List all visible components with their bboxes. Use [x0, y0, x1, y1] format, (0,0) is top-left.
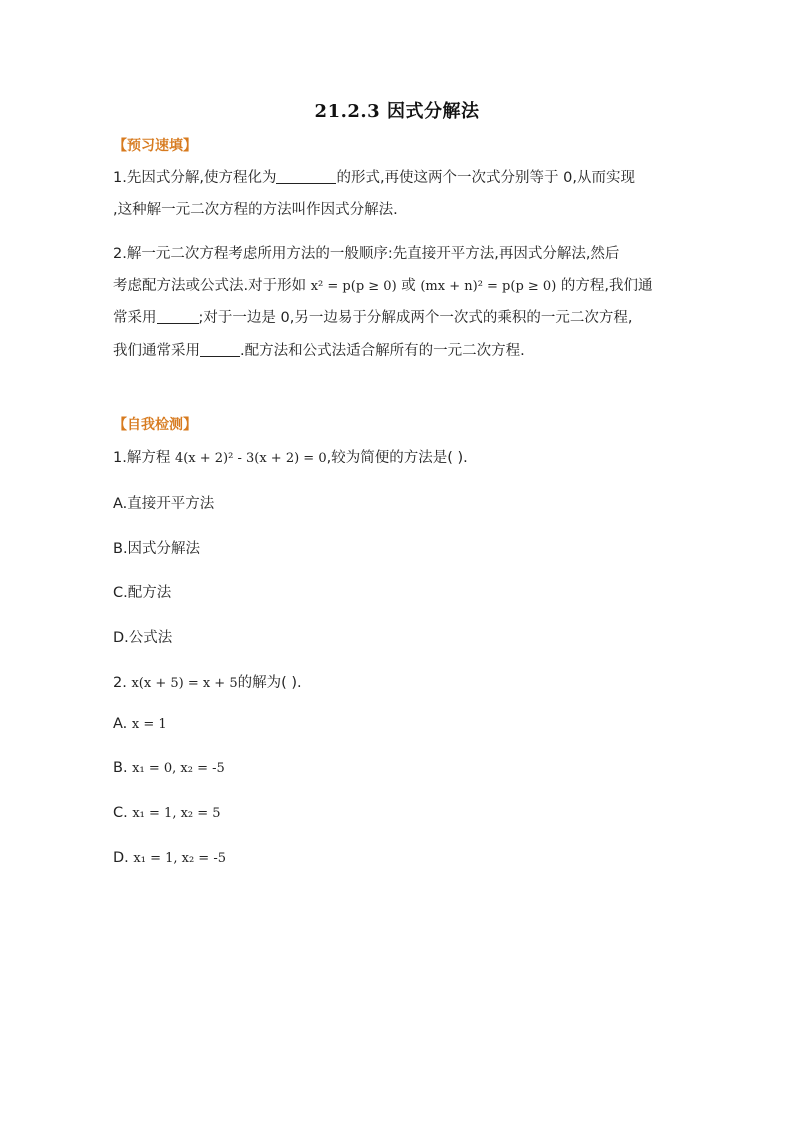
preview-q2-text-e: ;对于一边是 0,另一边易于分解成两个一次式的乘积的一元二次方程,	[198, 310, 633, 326]
preview-q1-text-b: 的形式,再使这两个一次式分别等于 0,从而实现	[336, 170, 636, 186]
math-expression: x(x + 5) = x + 5	[131, 676, 238, 691]
section-heading-selfcheck: 【自我检测】	[113, 417, 197, 433]
option-label: C.	[113, 805, 128, 821]
preview-q2-line2	[113, 274, 653, 295]
math-expression: x² = p(p ≥ 0)	[310, 279, 397, 294]
preview-q1-line1	[113, 166, 635, 187]
preview-q2-text-f: 我们通常采用	[113, 343, 200, 359]
preview-q2-line1: 2.解一元二次方程考虑所用方法的一般顺序:先直接开平方法,再因式分解法,然后	[113, 246, 620, 262]
math-expression: (mx + n)² = p(p ≥ 0)	[420, 279, 557, 294]
option-math: x₁ = 1, x₂ = 5	[132, 806, 221, 821]
selfcheck-q1-option-c[interactable]: C.配方法	[113, 585, 172, 601]
preview-q1-line2: ,这种解一元二次方程的方法叫作因式分解法.	[113, 202, 398, 218]
selfcheck-q1-text-a: 1.解方程	[113, 450, 171, 466]
preview-q2-text-c: 的方程,我们通	[560, 278, 653, 294]
preview-q2-line4	[113, 339, 525, 360]
fill-blank[interactable]	[276, 169, 336, 184]
fill-blank[interactable]	[157, 309, 199, 324]
selfcheck-q1-option-a[interactable]: A.直接开平方法	[113, 496, 215, 512]
option-label: A.	[113, 716, 128, 732]
option-math: x = 1	[131, 717, 167, 732]
selfcheck-q2-option-b[interactable]	[113, 760, 225, 776]
preview-q2-text-g: .配方法和公式法适合解所有的一元二次方程.	[240, 343, 525, 359]
selfcheck-q2-option-c[interactable]	[113, 805, 221, 821]
preview-q2-text-d: 常采用	[113, 310, 157, 326]
selfcheck-q2-text-b: 的解为( ).	[237, 675, 302, 691]
math-expression: 4(x + 2)² - 3(x + 2) = 0	[174, 451, 327, 466]
selfcheck-q1	[113, 446, 468, 467]
selfcheck-q2	[113, 671, 302, 692]
preview-q1-text-a: 1.先因式分解,使方程化为	[113, 170, 277, 186]
preview-q2-line3	[113, 306, 632, 327]
page-title: 21.2.3 因式分解法	[314, 101, 480, 122]
preview-q2-text-b: 或	[401, 278, 416, 294]
option-label: B.	[113, 760, 128, 776]
option-label: D.	[113, 850, 129, 866]
section-heading-preview: 【预习速填】	[113, 138, 197, 154]
option-math: x₁ = 0, x₂ = -5	[132, 761, 225, 776]
selfcheck-q2-option-a[interactable]	[113, 716, 167, 732]
selfcheck-q1-text-b: ,较为简便的方法是( ).	[326, 450, 468, 466]
fill-blank[interactable]	[200, 342, 240, 357]
selfcheck-q2-option-d[interactable]	[113, 850, 226, 866]
selfcheck-q1-option-b[interactable]: B.因式分解法	[113, 541, 201, 557]
selfcheck-q2-text-a: 2.	[113, 675, 127, 691]
selfcheck-q1-option-d[interactable]: D.公式法	[113, 630, 173, 646]
preview-q2-text-a: 考虑配方法或公式法.对于形如	[113, 278, 307, 294]
option-math: x₁ = 1, x₂ = -5	[133, 851, 226, 866]
